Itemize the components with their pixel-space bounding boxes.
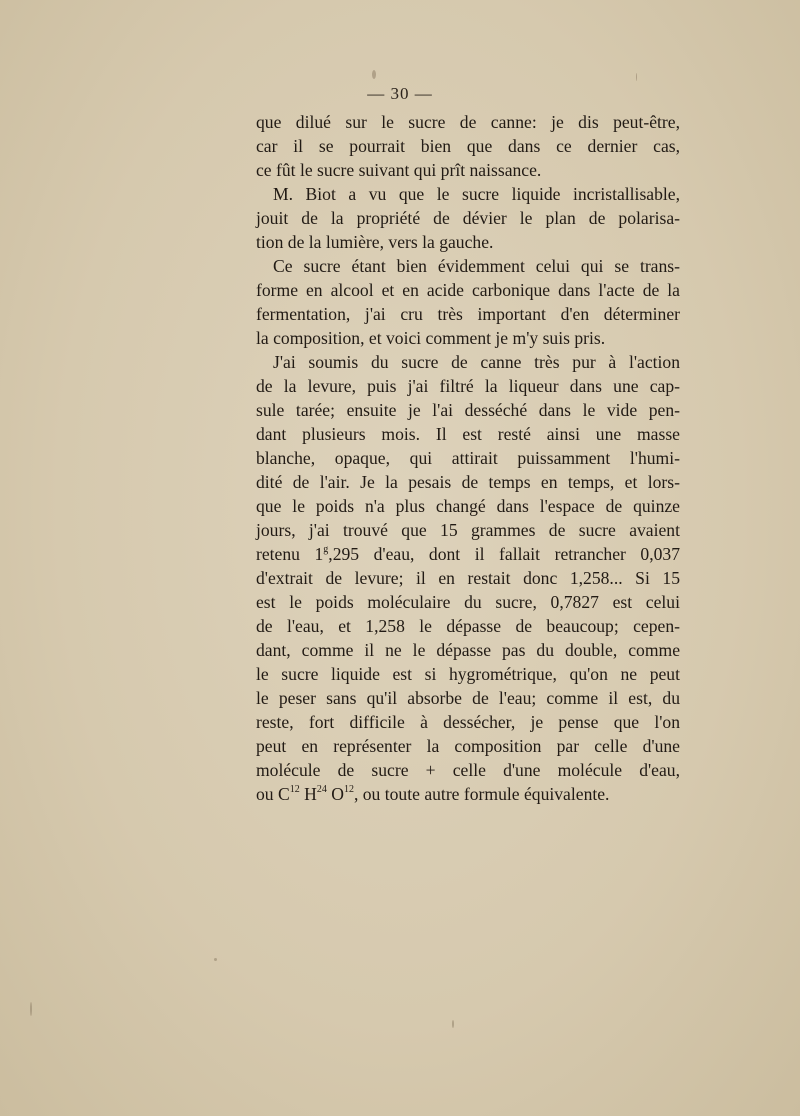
text-line: sule tarée; ensuite je l'ai desséché dans le vide pen- [256,400,680,420]
text-line: jours, j'ai trouvé que 15 grammes de sucre avaient [256,520,680,540]
body-text [256,110,680,806]
text-line: de la levure, puis j'ai filtré la liqueur dans une cap- [256,376,680,396]
text-line: ce fût le sucre suivant qui prît naissance. [256,160,542,180]
superscript: g [323,544,329,556]
superscript: 12 [289,784,300,796]
superscript: 12 [343,784,354,796]
text-line: retenu 1$^g$,295 d'eau, dont il fallait retrancher 0,037 [256,544,680,564]
text-line: d'extrait de levure; il en restait donc 1,258... Si 15 [256,568,680,588]
text-line: que dilué sur le sucre de canne: je dis peut-être, [256,112,680,132]
text-line: forme en alcool et en acide carbonique dans l'acte de la [256,280,680,300]
text-line: car il se pourrait bien que dans ce dernier cas, [256,136,680,156]
text-line: dant plusieurs mois. Il est resté ainsi une masse [256,424,680,444]
text-line: de l'eau, et 1,258 le dépasse de beaucoup; cepen- [256,616,680,636]
text-line: M. Biot a vu que le sucre liquide incristallisable, [273,184,680,204]
text-line: tion de la lumière, vers la gauche. [256,232,494,252]
text-line: reste, fort difficile à dessécher, je pense que l'on [256,712,680,732]
text-line: peut en représenter la composition par celle d'une [256,736,680,756]
paper-spot [452,1020,454,1028]
text-line: Ce sucre étant bien évidemment celui qui se trans- [273,256,680,276]
text-line: est le poids moléculaire du sucre, 0,7827 est celui [256,592,680,612]
page-number: — 30 — [367,84,433,103]
text-line: que le poids n'a plus changé dans l'espace de quinze [256,496,680,516]
text-line: jouit de la propriété de dévier le plan de polarisa- [256,208,680,228]
paper-spot [372,70,376,79]
text-line: ou $C^{12}$ $H^{24}$ $O^{12}$, ou toute autre formule équivalente. [256,784,610,804]
paper-spot [636,73,637,81]
text-line: fermentation, j'ai cru très important d'en déterminer [256,304,680,324]
text-line: blanche, opaque, qui attirait puissamment l'humi- [256,448,680,468]
text-line: la composition, et voici comment je m'y suis pris. [256,328,606,348]
paper-spot [30,1002,32,1016]
text-line: le peser sans qu'il absorbe de l'eau; comme il est, du [256,688,680,708]
superscript: 24 [316,784,327,796]
text-line: dant, comme il ne le dépasse pas du double, comme [256,640,680,660]
paper-spot [214,958,217,961]
text-line: J'ai soumis du sucre de canne très pur à l'action [273,352,680,372]
text-line: le sucre liquide est si hygrométrique, qu'on ne peut [256,664,680,684]
text-line: dité de l'air. Je la pesais de temps en temps, et lors- [256,472,680,492]
text-line: molécule de sucre + celle d'une molécule d'eau, [256,760,680,780]
